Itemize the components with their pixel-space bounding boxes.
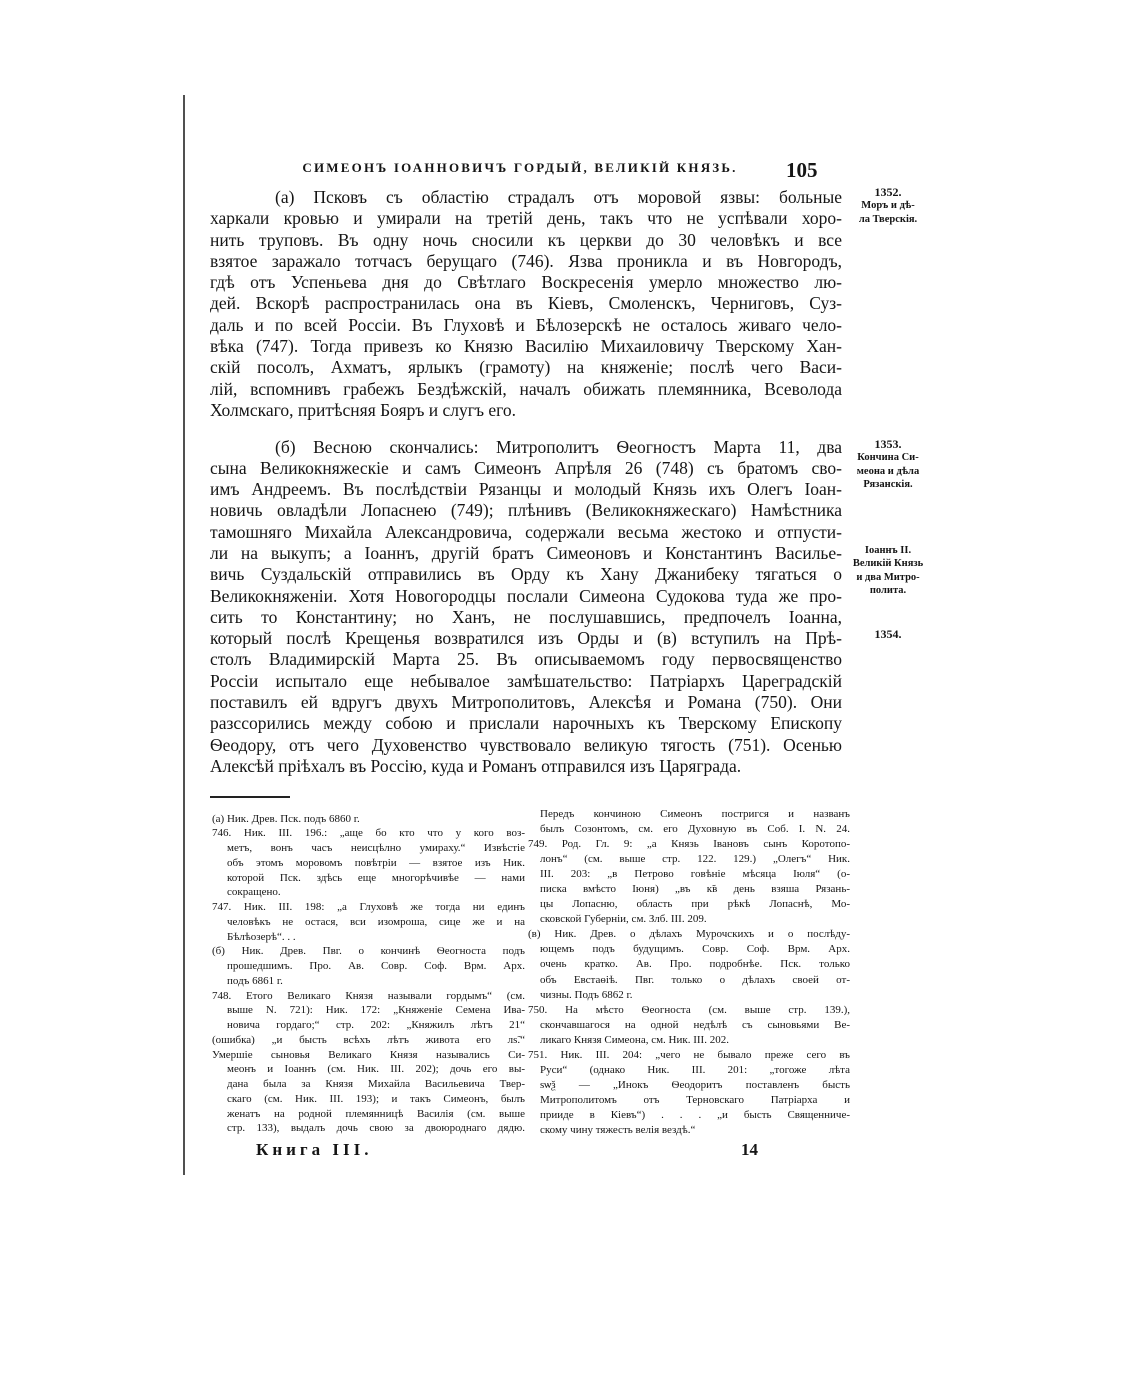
footnote-line: III. 203: „в Петрово говѣніе мѣсяца Іюля“ (о- [540,867,850,880]
footnote-rule [210,796,290,798]
footnote-line: скому чину тяжесть велія вездѣ.“ [540,1124,696,1137]
footnotes-right-column [528,807,850,1139]
footnote-line: лонъ“ (см. выше стр. 122. 129.) „Олегъ“ Ник. [540,852,850,865]
footnote-line: (б) Ник. Древ. Пвг. о кончинѣ Ѳеогноста подъ [212,945,525,958]
paragraph-a-line: (а) Псковъ съ областію страдалъ отъ моровой язвы: больные [275,187,842,207]
footnote-line: ющемъ подъ будущимъ. Совр. Соф. Врм. Арх. [540,943,850,956]
footnote-line: 747. Ник. III. 198: „а Глуховѣ же тогда ни единъ [212,901,525,914]
footnote-line: подъ 6861 г. [227,974,283,987]
footnote-line: прошедшимъ. Про. Ав. Совр. Соф. Врм. Арх. [227,960,525,973]
footnote-line: меонъ и Іоаннъ (см. Ник. III. 202); дочь его вы- [227,1063,525,1076]
footnote-line: новича гордаго;“ стр. 202: „Княжилъ лѣтъ 21“ [227,1019,525,1032]
footnotes-left-column [210,812,525,1137]
paragraph-a-line: харкали кровью и умирали на третій день, такъ что не успѣвали хоро- [210,208,842,229]
footnote-line: чизны. Подъ 6862 г. [540,988,633,1001]
paragraph-b-line: столъ Владимирскій Марта 25. Въ описываемомъ году первосвященство [210,649,842,670]
margin-note-1352 [843,185,933,227]
footnote-line: которой Пск. здѣсь еще многорѣчивѣе — нами [227,871,525,884]
footnote-line: Митрополитомъ отъ Терновскаго Патріарха и [540,1094,850,1107]
footnote-line: скончавшагося на одной недѣлѣ съ сыновьями Ве- [540,1018,850,1031]
footnote-line: ѕѡѯ — „Инокъ Ѳеодоритъ поставленъ бысть [540,1079,850,1092]
paragraph-a-line: лій, вспомнивъ грабежъ Бездѣжскій, началъ обижать племянника, Всеволода [210,378,842,399]
paragraph-a-line: взятое заражало тотчасъ берущаго (746). Язва проникла и въ Новгородъ, [210,250,842,271]
paragraph-b-line: (б) Весною скончались: Митрополитъ Ѳеогностъ Марта 11, два [275,436,842,457]
footnote-line: былъ Созонтомъ, см. его Духовную въ Соб. I. N. 24. [540,822,850,835]
footnote-line: (в) Ник. Древ. о дѣлахъ Мурочскихъ и о послѣду- [528,928,850,941]
paragraph-b-line: разссорились между собою и прислали нарочныхъ къ Тверскому Епископу [210,713,842,734]
footnote-line: дана была за Князя Михайла Васильевича Твер- [227,1078,525,1091]
paragraph-b-line: тамошняго Михайла Александровича, содержали весьма жестоко и отпусти- [210,521,842,542]
running-head-title: СИМЕОНЪ ІОАННОВИЧЪ ГОРДЫЙ, ВЕЛИКІЙ КНЯЗЬ. [302,160,738,175]
footnote-line: Передъ кончиною Симеонъ постригся и названъ [540,807,850,820]
paragraph-b-line: сить то Константину; но Ханъ, не послушавшись, предпочелъ Іоанна, [210,606,842,627]
footnote-line: прииде в Кіевъ“) . . . „и бысть Священниче- [540,1109,850,1122]
footnote-line: 751. Ник. III. 204: „чего не бывало преже сего въ [528,1049,850,1061]
margin-note-line: Іоаннъ II. [864,545,912,556]
footnote-line: Руси“ (однако Ник. III. 201: „тогоже лѣта [540,1064,850,1077]
footnote-line: объ этомъ моровомъ повѣтріи — взятое изъ Ник. [227,856,525,869]
paragraph-b-line: Алексѣй пріѣхалъ въ Россію, куда и Романъ отправился изъ Царяграда. [210,755,742,776]
footnote-line: сковской Губерніи, см. Злб. III. 209. [540,913,707,926]
paragraph-b-line: имъ Андреемъ. Въ послѣдствіи Рязанцы и молодый Князь ихъ Олегъ Іоан- [210,479,842,500]
footnote-line: объ Евстаѳіѣ. Пвг. только о дѣлахъ своей от- [540,973,850,986]
footnote-line: (ошибка) „и бысть всѣхъ лѣтъ живота его лѕ̃.“ [212,1033,525,1046]
footnote-line: ликаго Князя Симеона, см. Ник. III. 202. [540,1033,729,1046]
margin-note-line: Кончина Си- [857,452,919,464]
margin-note-year: 1352. [874,185,902,199]
paragraph-b-line: сына Великокняжескіе и самъ Симеонъ Апрѣля 26 (748) съ братомъ сво- [210,457,842,478]
paragraph-a-line: скій посолъ, Ахматъ, ярлыкъ (грамоту) на княженіе; послѣ чего Васи- [210,357,842,378]
paragraph-a-line: дей. Вскорѣ распространилась она въ Кіевъ, Смоленскъ, Черниговъ, Суз- [210,293,842,314]
footnote-line: скаго (см. Ник. III. 193); и такъ Симеонъ, былъ [227,1092,525,1105]
paragraph-b-line: Россіи испытало еще небывалое замѣшательство: Патріархъ Цареградскій [210,670,842,691]
margin-note-ioann [843,544,933,597]
margin-note-line: меона и дѣла [856,465,920,477]
paragraph-a-line: даль и по всей Россіи. Въ Глуховѣ и Бѣлозерскѣ не осталось живаго чело- [210,314,842,335]
page-edge-line [183,95,185,1175]
paragraph-a-line: Холмскаго, притѣсняя Бояръ и слугъ его. [210,399,517,420]
margin-note-line: ла Тверскія. [858,214,918,225]
margin-note-line: Моръ и дѣ- [861,200,915,211]
footnote-line: 750. На мѣсто Ѳеогноста (см. выше стр. 139.), [528,1003,850,1016]
footnote-line: человѣкъ не остася, вси изомроша, сице же и на [227,915,525,928]
paragraph-a [210,187,842,421]
paragraph-a-line: вѣка (747). Тогда привезъ ко Князю Василію Михаиловичу Тверскому Хан- [210,336,842,357]
footnote-line: стр. 133), выдалъ дочь свою за двоюроднаго дядю. [227,1122,525,1135]
signature-mark: Книга III. [256,1140,373,1159]
page-number: 105 [786,158,818,182]
footnote-line: цы Лопасню, область при рѣкѣ Лопаснѣ, Мо- [540,898,850,911]
footnote-line: женатъ на родной племянницѣ Василія (см. выше [227,1107,525,1120]
footnote-line: Умершіе сыновья Великаго Князя назывались Си- [212,1048,525,1061]
footnote-line: 749. Род. Гл. 9: „а Князь Івановъ сынъ Коротопо- [528,837,850,850]
footnote-line: выше N. 721): Ник. 172: „Княженіе Семена Ива- [227,1004,525,1017]
margin-note-1354 [843,628,933,641]
sheet-number: 14 [741,1140,758,1159]
paragraph-a-line: гдѣ отъ Успеньева дня до Свѣтлаго Воскресенія умерло множество лю- [210,272,842,293]
footnote-line: Бѣлѣозерѣ“. . . [227,930,296,943]
margin-note-1353 [843,438,933,491]
paragraph-b-line: ли на выкупъ; а Іоаннъ, другій братъ Симеоновъ и Константинъ Василье- [210,542,842,563]
footnote-line: 748. Етого Великаго Князя называли гордымъ“ (см. [212,989,525,1002]
paragraph-b-line: который послѣ Крещенья возвратился изъ Орды и (в) вступилъ на Прѣ- [210,628,842,649]
footnote-line: сокращено. [227,886,281,899]
footnote-line: писка вмѣсто Іюня) „въ к̃в день взяша Рязань- [540,882,850,895]
paragraph-b [210,437,842,778]
footnote-line: метъ, вонъ часъ неисцѣлно умираху.“ Извѣстіе [227,842,525,855]
paragraph-b-line: Великокняженіи. Хотя Новогородцы послали Симеона Судокова туда же про- [210,585,842,606]
margin-note-line: Рязанскія. [863,478,913,490]
margin-note-line: и два Митро- [856,571,920,583]
margin-note-line: Великій Князь [852,558,924,570]
paragraph-b-line: новичь овладѣли Лопаснею (749); плѣнивъ (Великокняжескаго) Намѣстника [210,500,842,521]
paragraph-b-line: поставилъ ей вдругъ двухъ Митрополитовъ, Алексѣя и Романа (750). Они [210,692,842,713]
footnote-line: очень кратко. Ав. Про. подробнѣе. Пск. только [540,958,850,971]
footnote-line: 746. Ник. III. 196.: „аще бо кто что у кого воз- [212,827,525,840]
paragraph-a-line: нить труповъ. Въ одну ночь сносили къ церкви до 30 человѣкъ и все [210,229,842,250]
paragraph-b-line: Ѳеодору, отъ чего Духовенство чувствовало великую тягость (751). Осенью [210,734,842,755]
footnote-line: (а) Ник. Древ. Пск. подъ 6860 г. [212,812,360,825]
margin-note-year: 1354. [874,627,902,641]
margin-note-line: полита. [869,584,907,596]
margin-note-year: 1353. [874,437,902,451]
paragraph-b-line: вичь Суздальскій отправились въ Орду къ Хану Джанибеку тягаться о [210,564,842,585]
